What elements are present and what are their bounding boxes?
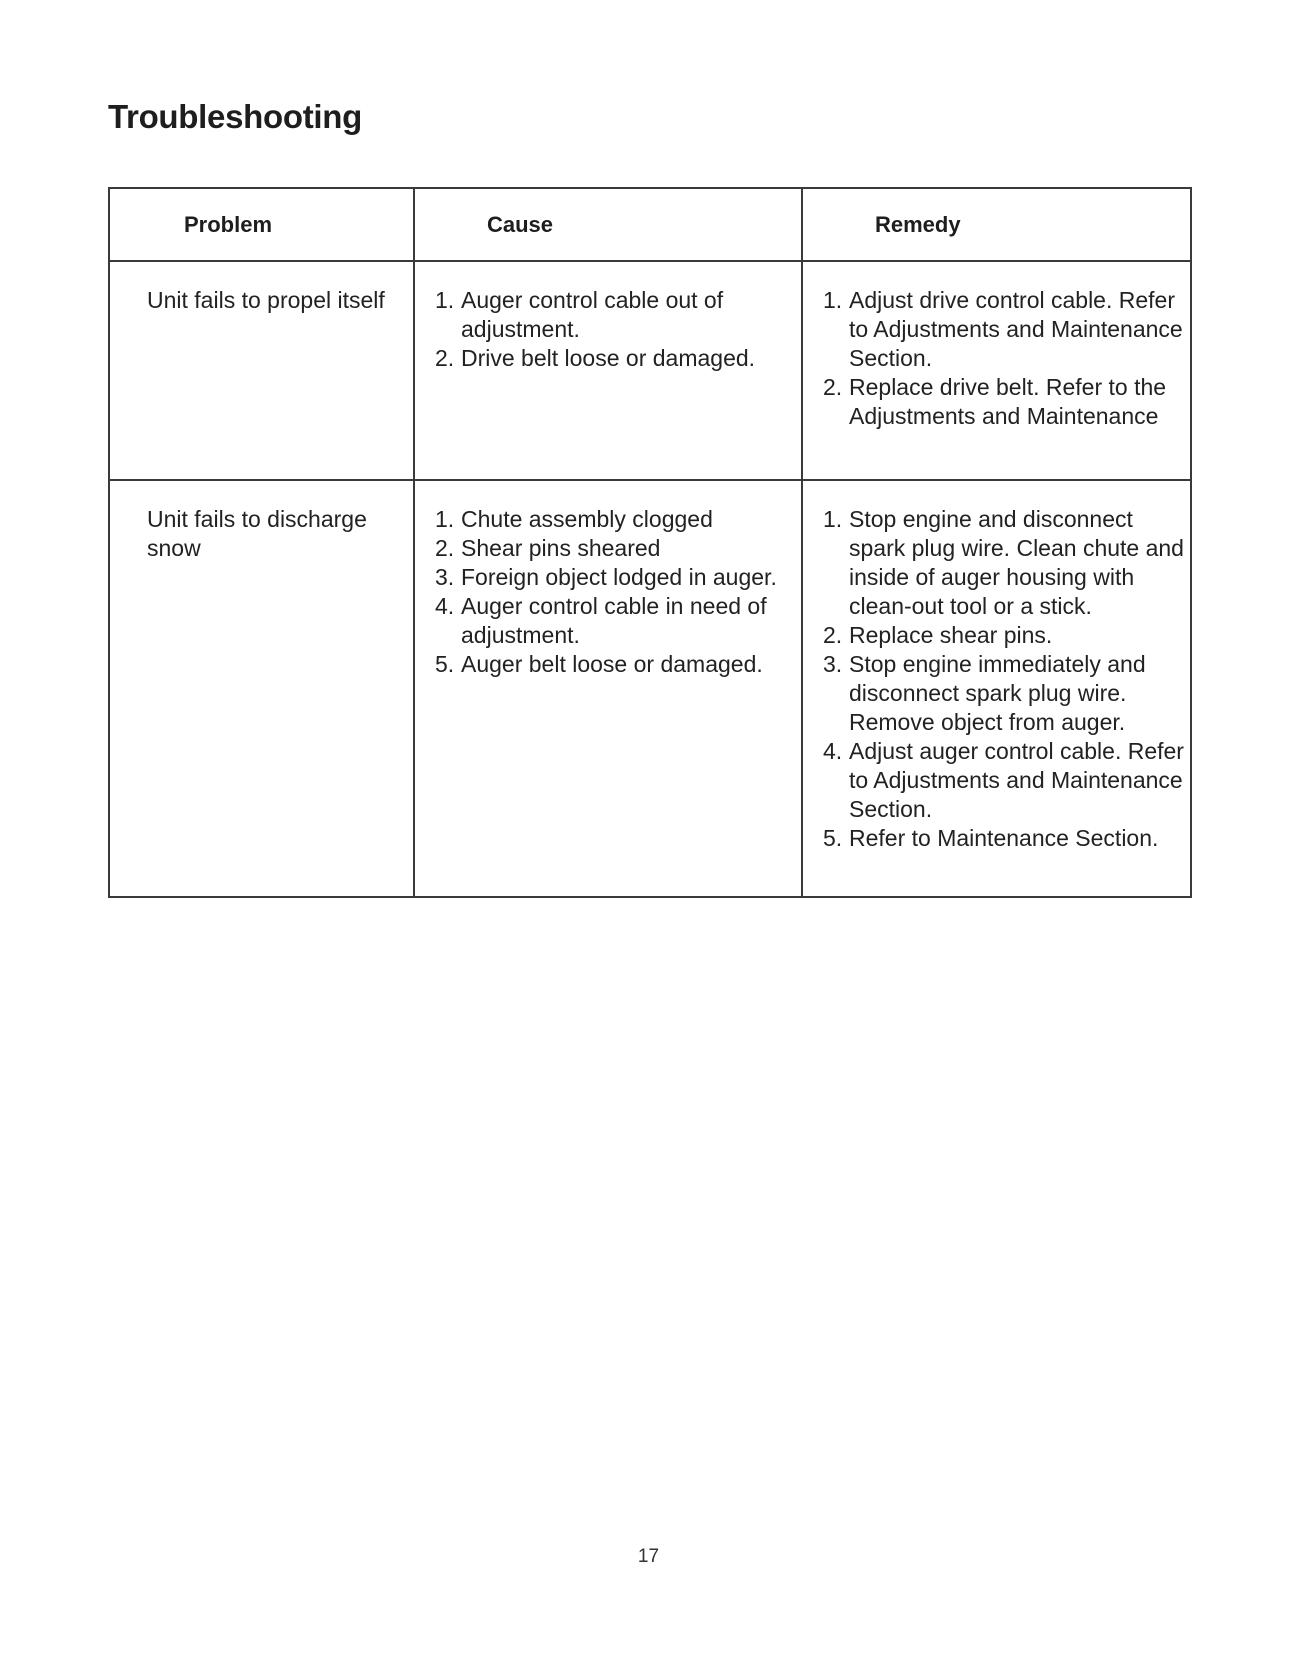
list-text: Refer to Maintenance Section. bbox=[849, 825, 1159, 851]
list-number: 5. bbox=[823, 825, 843, 851]
list-text: Replace drive belt. Refer to the Adjustments and Maintenance bbox=[849, 374, 1167, 429]
list-number: 5. bbox=[435, 651, 455, 677]
list-text: Auger belt loose or damaged. bbox=[461, 651, 763, 677]
page-title: Troubleshooting bbox=[108, 98, 362, 135]
list-text: Auger control cable out of adjustment. bbox=[461, 287, 724, 342]
page-number: 17 bbox=[637, 1546, 660, 1567]
list-text: Replace shear pins. bbox=[849, 622, 1053, 648]
list-number: 1. bbox=[823, 287, 843, 313]
list-number: 3. bbox=[823, 651, 843, 677]
header-problem: Problem bbox=[109, 188, 414, 261]
list-number: 4. bbox=[823, 738, 843, 764]
list-number: 2. bbox=[435, 345, 455, 371]
table-row bbox=[109, 480, 1191, 897]
list-number: 2. bbox=[823, 622, 843, 648]
list-item bbox=[435, 344, 795, 373]
list-text: Foreign object lodged in auger. bbox=[461, 564, 777, 590]
cause-list bbox=[435, 505, 795, 679]
list-item bbox=[435, 650, 795, 679]
cause-list bbox=[435, 286, 795, 373]
list-item bbox=[823, 824, 1184, 853]
remedy-list bbox=[823, 286, 1184, 431]
list-item bbox=[435, 534, 795, 563]
table-row bbox=[109, 261, 1191, 480]
list-text: Auger control cable in need of adjustment. bbox=[461, 593, 767, 648]
list-item bbox=[823, 373, 1184, 431]
remedy-list bbox=[823, 505, 1184, 853]
list-number: 1. bbox=[435, 287, 455, 313]
list-text: Adjust auger control cable. Refer to Adjustments and Maintenance Section. bbox=[849, 738, 1184, 822]
list-number: 1. bbox=[823, 506, 843, 532]
troubleshooting-table bbox=[108, 187, 1192, 898]
list-item bbox=[435, 592, 795, 650]
list-item bbox=[435, 286, 795, 344]
remedy-cell bbox=[802, 480, 1191, 897]
table-header-row bbox=[109, 188, 1191, 261]
list-text: Stop engine immediately and disconnect spark plug wire. Remove object from auger. bbox=[849, 651, 1146, 735]
list-number: 2. bbox=[435, 535, 455, 561]
list-number: 3. bbox=[435, 564, 455, 590]
list-number: 2. bbox=[823, 374, 843, 400]
list-item bbox=[435, 563, 795, 592]
problem-cell: Unit fails to discharge snow bbox=[109, 480, 414, 897]
cause-cell bbox=[414, 261, 802, 480]
header-remedy: Remedy bbox=[802, 188, 1191, 261]
list-text: Adjust drive control cable. Refer to Adjustments and Maintenance Section. bbox=[849, 287, 1183, 371]
list-item bbox=[823, 650, 1184, 737]
list-text: Shear pins sheared bbox=[461, 535, 661, 561]
list-item bbox=[823, 737, 1184, 824]
list-item bbox=[435, 505, 795, 534]
list-text: Chute assembly clogged bbox=[461, 506, 713, 532]
list-item bbox=[823, 621, 1184, 650]
header-cause: Cause bbox=[414, 188, 802, 261]
cause-cell bbox=[414, 480, 802, 897]
list-text: Drive belt loose or damaged. bbox=[461, 345, 756, 371]
problem-cell: Unit fails to propel itself bbox=[109, 261, 414, 480]
list-number: 1. bbox=[435, 506, 455, 532]
remedy-cell bbox=[802, 261, 1191, 480]
list-text: Stop engine and disconnect spark plug wire. Clean chute and inside of auger housing with clean-out tool or a stick. bbox=[849, 506, 1184, 619]
list-item bbox=[823, 286, 1184, 373]
list-item bbox=[823, 505, 1184, 621]
list-number: 4. bbox=[435, 593, 455, 619]
